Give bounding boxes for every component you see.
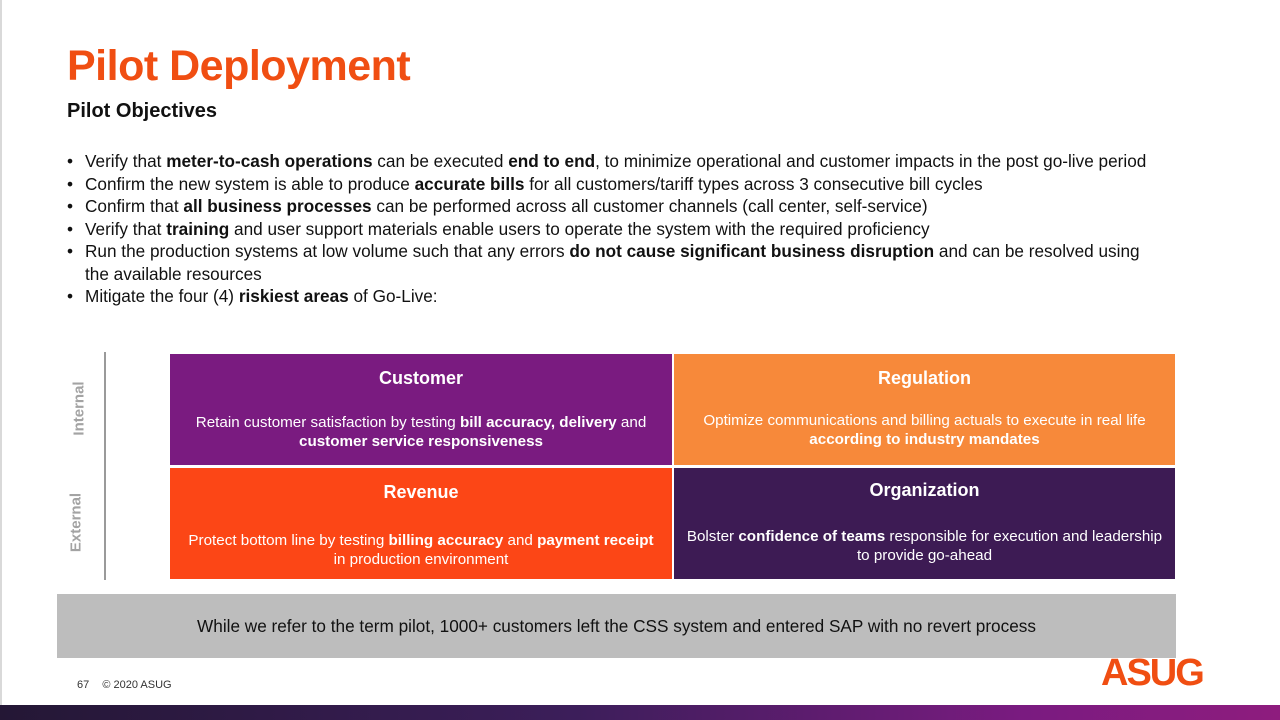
quadrant-body: Protect bottom line by testing billing accuracy and payment receipt in production environment bbox=[188, 532, 654, 568]
bullet-item: • Verify that training and user support materials enable users to operate the system with the required proficiency bbox=[67, 218, 1157, 241]
note-banner: While we refer to the term pilot, 1000+ customers left the CSS system and entered SAP with no revert process bbox=[57, 594, 1176, 658]
bullet-item: • Verify that meter-to-cash operations can be executed end to end, to minimize operational and customer impacts in the post go-live period bbox=[67, 150, 1157, 173]
quadrant-title: Revenue bbox=[383, 482, 459, 502]
slide-left-edge bbox=[0, 0, 2, 720]
slide-footer bbox=[77, 679, 172, 691]
bottom-gradient-bar bbox=[0, 705, 1280, 720]
bullet-item: • Confirm the new system is able to produce accurate bills for all customers/tariff types across 3 consecutive bill cycles bbox=[67, 173, 1157, 196]
quadrant-title: Organization bbox=[869, 480, 980, 500]
axis-label-internal: Internal bbox=[70, 381, 88, 436]
quadrant-regulation bbox=[674, 354, 1175, 465]
quadrant-title: Customer bbox=[378, 368, 463, 388]
objectives-list bbox=[67, 150, 1157, 308]
quadrant-body: Optimize communications and billing actuals to execute in real life according to industry mandates bbox=[703, 412, 1146, 448]
page-number: 67 bbox=[77, 679, 90, 691]
bullet-item: • Mitigate the four (4) riskiest areas of Go-Live: bbox=[67, 285, 1157, 308]
quadrant-customer bbox=[170, 354, 672, 465]
quadrant-revenue bbox=[170, 468, 672, 579]
copyright-text: © 2020 ASUG bbox=[102, 679, 172, 691]
quadrant-body: Retain customer satisfaction by testing bill accuracy, delivery and customer service responsiveness bbox=[195, 414, 647, 450]
slide-title: Pilot Deployment bbox=[67, 42, 411, 90]
bullet-item: • Confirm that all business processes can be performed across all customer channels (call center, self-service) bbox=[67, 195, 1157, 218]
asug-logo: ASUG bbox=[1101, 652, 1203, 694]
bullet-item: • Run the production systems at low volume such that any errors do not cause significant business disruption and can be resolved using the available resources bbox=[67, 240, 1157, 285]
axis-divider bbox=[104, 352, 106, 580]
quadrant-title: Regulation bbox=[878, 368, 971, 388]
axis-label-external: External bbox=[67, 492, 85, 553]
quadrant-organization bbox=[674, 468, 1175, 579]
quadrant-body: Bolster confidence of teams responsible for execution and leadership to provide go-ahead bbox=[686, 528, 1163, 564]
slide-subtitle: Pilot Objectives bbox=[67, 100, 218, 122]
